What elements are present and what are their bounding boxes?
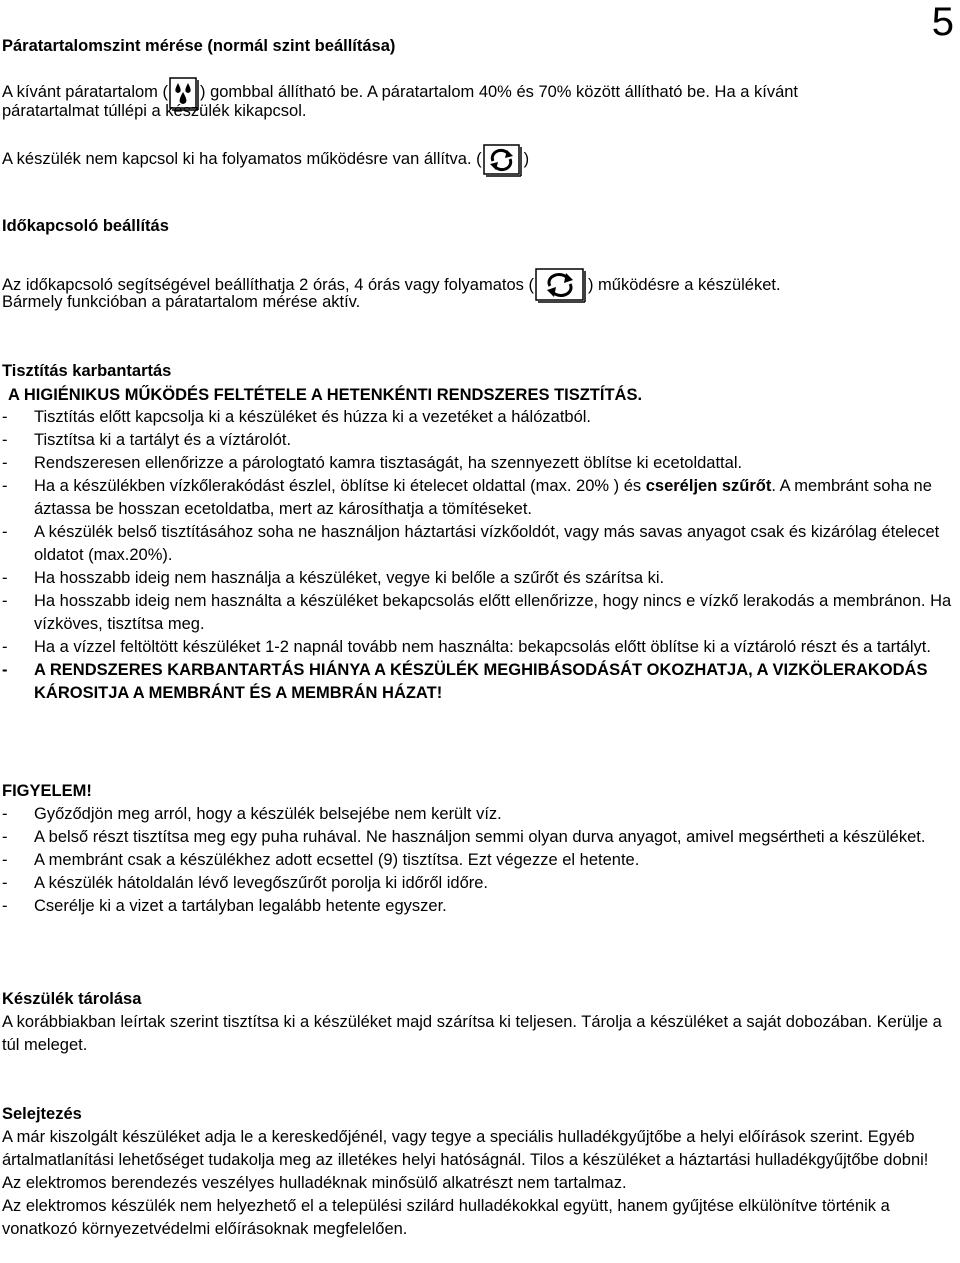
storage-title: Készülék tárolása: [2, 990, 142, 1008]
disposal-paragraphs: [2, 1126, 956, 1241]
replace-filter-text: cseréljen szűrőt: [645, 477, 772, 495]
humidity-line-3: [2, 144, 956, 185]
list-item: - Cserélje ki a vizet a tartályban legalább hetente egyszer.: [2, 897, 447, 915]
disposal-p3: Az elektromos készülék nem helyezhető el a települési szilárd hulladékokkal együtt, hanem gyűjtése elkülönítve történik a vonatkozó környezetvédelmi előírásoknak megfelelően.: [2, 1197, 890, 1238]
cleaning-subtitle: A HIGIÉNIKUS MŰKÖDÉS FELTÉTELE A HETENKÉNTI RENDSZERES TISZTÍTÁS.: [8, 386, 643, 404]
cleaning-warning: - A RENDSZERES KARBANTARTÁS HIÁNYA A KÉSZÜLÉK MEGHIBÁSODÁSÁT OKOZHATJA, A VIZKÖLERAKODÁS KÁROSITJA A MEMBRÁNT ÉS A MEMBRÁN HÁZAT!: [2, 661, 928, 702]
list-item: - Tisztítás előtt kapcsolja ki a készüléket és húzza ki a vezetéket a hálózatból.: [2, 408, 592, 426]
humidity-line-2: páratartalmat túllépi a készülék kikapcsol.: [2, 102, 307, 120]
continuous-cycle-icon: [483, 144, 523, 185]
attention-list: [2, 803, 956, 918]
list-item: - Győződjön meg arról, hogy a készülék belsejébe nem került víz.: [2, 805, 502, 823]
humidity-text-3b: ): [523, 150, 530, 168]
humidity-text-1a: A kívánt páratartalom (: [2, 83, 168, 101]
timer-line-2: Bármely funkcióban a páratartalom mérése aktív.: [2, 293, 361, 311]
attention-title: FIGYELEM!: [2, 782, 92, 800]
humidity-title: Páratartalomszint mérése (normál szint beállítása): [2, 37, 396, 55]
list-item: - Ha a vízzel feltöltött készüléket 1-2 napnál tovább nem használta: bekapcsolás előtt öblítse ki a víztároló részt és a tartályt.: [2, 638, 931, 656]
timer-text-1a: Az időkapcsoló segítségével beállíthatja 2 órás, 4 órás vagy folyamatos (: [2, 276, 534, 294]
disposal-p2: Az elektromos berendezés veszélyes hulladéknak minősülő alkatrészt nem tartalmaz.: [2, 1174, 627, 1192]
list-item: - Ha hosszabb ideig nem használja a készüléket, vegye ki belőle a szűrőt és szárítsa ki.: [2, 569, 665, 587]
cleaning-list: [2, 406, 956, 705]
page-number: 5: [931, 0, 954, 44]
list-item: - Ha a készülékben vízkőlerakódást észlel, öblítse ki ételecet oldattal (max. 20% ) és cseréljen szűrőt. A membránt soha ne áztassa be hosszan ecetoldatba, mert az károsíthatja a tömítéseket.: [2, 477, 932, 518]
humidity-text-3a: A készülék nem kapcsol ki ha folyamatos működésre van állítva. (: [2, 150, 482, 168]
list-item: - A belső részt tisztítsa meg egy puha ruhával. Ne használjon semmi olyan durva anyagot, amivel megsértheti a készüléket.: [2, 828, 926, 846]
storage-text: A korábbiakban leírtak szerint tisztítsa ki a készüléket majd szárítsa ki teljesen. Tárolja a készüléket a saját dobozában. Kerülje a túl meleget.: [2, 1013, 942, 1054]
list-item: - Ha hosszabb ideig nem használta a készüléket bekapcsolás előtt ellenőrizze, hogy nincs e vízkő lerakodás a membránon. Ha vízköves, tisztítsa meg.: [2, 592, 952, 633]
humidity-text-1b: ) gombbal állítható be. A páratartalom 40% és 70% között állítható be. Ha a kívánt: [200, 83, 799, 101]
disposal-title: Selejtezés: [2, 1105, 82, 1123]
timer-title: Időkapcsoló beállítás: [2, 217, 169, 235]
list-item: - A készülék hátoldalán lévő levegőszűrőt porolja ki időről időre.: [2, 874, 489, 892]
timer-text-1b: ) működésre a készüléket.: [587, 276, 781, 294]
list-item: - Tisztítsa ki a tartályt és a víztárolót.: [2, 431, 292, 449]
cleaning-title: Tisztítás karbantartás: [2, 362, 172, 380]
list-item: - A membránt csak a készülékhez adott ecsettel (9) tisztítsa. Ezt végezze el hetente.: [2, 851, 640, 869]
list-item: - A készülék belső tisztításához soha ne használjon háztartási vízkőoldót, vagy más savas anyagot csak és kizárólag ételecet oldatot (max.20%).: [2, 523, 940, 564]
disposal-p1: A már kiszolgált készüléket adja le a kereskedőjénél, vagy tegye a speciális hulladékgyűjtőbe a helyi előírások szerint. Egyéb ártalmatlanítási lehetőséget tudakolja meg az illetékes helyi hatóságnál. Tilos a készüléket a háztartási hulladékgyűjtőbe dobni!: [2, 1128, 929, 1169]
list-item: - Rendszeresen ellenőrizze a párologtató kamra tisztaságát, ha szennyezett öblítse ki ecetoldattal.: [2, 454, 743, 472]
